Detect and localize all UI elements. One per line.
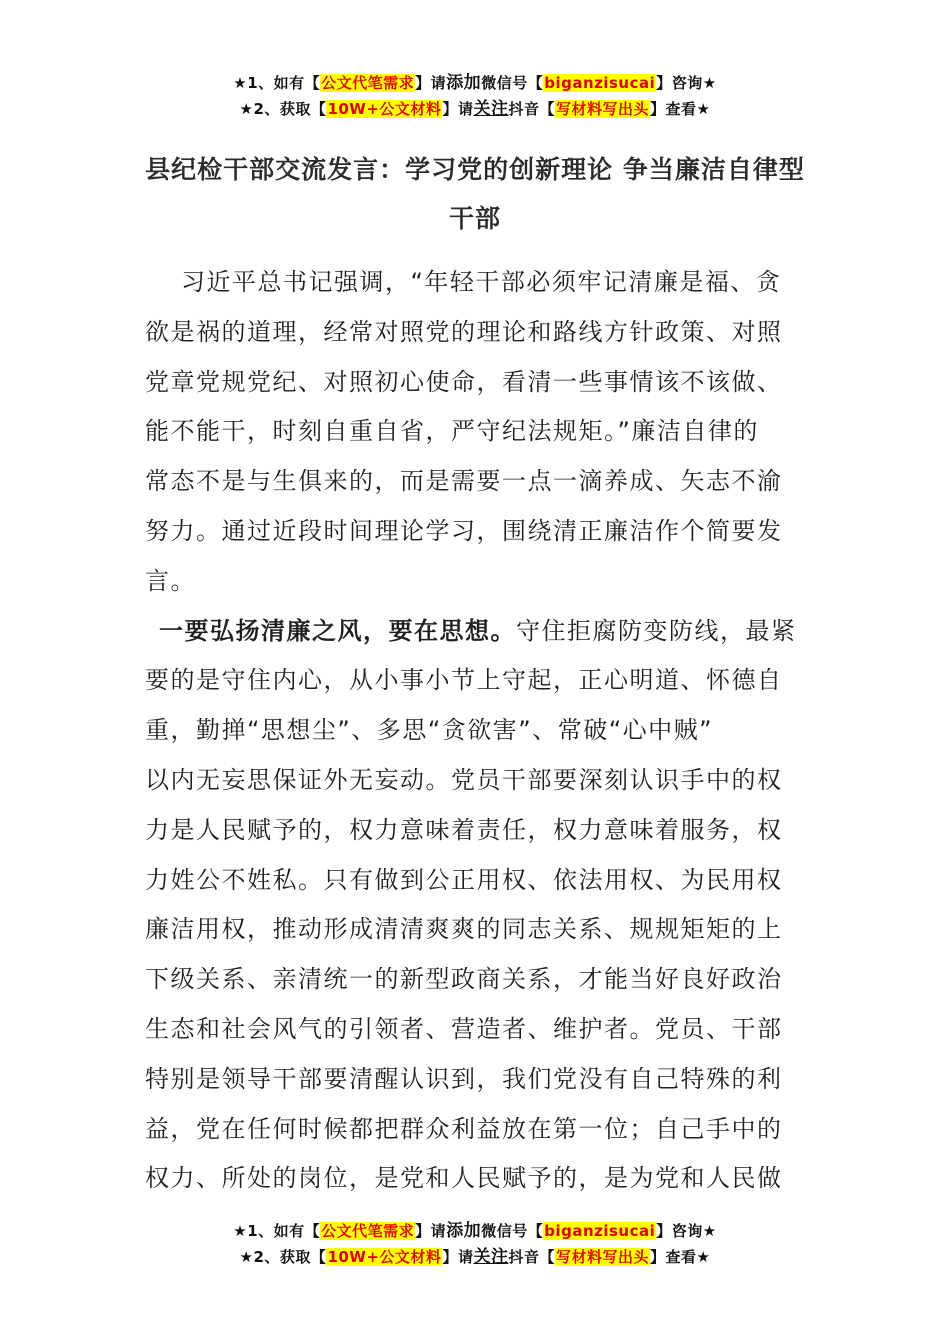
banner-text: 】咨询★ <box>656 74 717 92</box>
body-line: 以内无妄思保证外无妄动。党员干部要深刻认识手中的权 <box>145 765 783 794</box>
banner-emphasis: 添加 <box>446 73 482 93</box>
banner-text: ★2、获取【 <box>239 1248 327 1266</box>
body-line: 力姓公不姓私。只有做到公正用权、依法用权、为民用权 <box>145 865 783 894</box>
body-line: 要的是守住内心，从小事小节上守起，正心明道、怀德自 <box>145 666 783 695</box>
banner-text: 】请 <box>442 1248 474 1266</box>
banner-wechat-id: biganzisucai <box>544 74 656 92</box>
banner-text: ★1、如有【 <box>233 74 321 92</box>
banner-line-1 <box>0 70 950 96</box>
body-line: 特别是领导干部要清醒认识到，我们党没有自己特殊的利 <box>145 1064 783 1093</box>
banner-text: 微信号【 <box>481 1222 544 1240</box>
banner-text: 】查看★ <box>649 1248 711 1266</box>
body-line: 党章党规党纪、对照初心使命，看清一些事情该不该做、 <box>145 367 783 396</box>
body-line: 常态不是与生俱来的，而是需要一点一滴养成、矢志不渝 <box>145 467 783 496</box>
banner-text: 】咨询★ <box>656 1222 717 1240</box>
title-line-2: 干部 <box>448 204 501 233</box>
banner-highlight: 公文代笔需求 <box>321 74 415 92</box>
banner-emphasis: 关注 <box>473 99 509 119</box>
section-1-heading: 一要弘扬清廉之风，要在思想。 <box>159 616 516 645</box>
banner-wechat-id: biganzisucai <box>544 1222 656 1240</box>
banner-highlight: 公文代笔需求 <box>321 1222 415 1240</box>
section-1-first-line <box>145 607 810 657</box>
body-line: 下级关系、亲清统一的新型政商关系，才能当好良好政治 <box>145 965 783 994</box>
body-line: 重，勤掸“思想尘”、多思“贪欲害”、常破“心中贼” <box>145 716 714 745</box>
title-line-1: 县纪检干部交流发言：学习党的创新理论 争当廉洁自律型 <box>145 155 805 184</box>
banner-emphasis: 添加 <box>446 1221 482 1241</box>
document-title <box>110 145 840 243</box>
banner-line-2 <box>0 1244 950 1270</box>
banner-text: ★2、获取【 <box>239 100 327 118</box>
banner-text: 】查看★ <box>649 100 711 118</box>
document-body <box>145 258 810 1204</box>
body-line: 欲是祸的道理，经常对照党的理论和路线方针政策、对照 <box>145 317 783 346</box>
body-line: 能不能干，时刻自重自省，严守纪法规矩。”廉洁自律的 <box>145 417 759 446</box>
body-line: 力是人民赋予的，权力意味着责任，权力意味着服务，权 <box>145 815 783 844</box>
body-line: 习近平总书记强调，“年轻干部必须牢记清廉是福、贪 <box>181 268 782 296</box>
top-banner <box>0 70 950 122</box>
bottom-banner <box>0 1218 950 1270</box>
body-line: 廉洁用权，推动形成清清爽爽的同志关系、规规矩矩的上 <box>145 915 783 944</box>
banner-text: 】请 <box>415 1222 447 1240</box>
body-line: 言。 <box>145 566 196 595</box>
banner-text: 】请 <box>415 74 447 92</box>
banner-emphasis: 关注 <box>473 1247 509 1267</box>
banner-highlight: 10W+公文材料 <box>327 100 442 118</box>
body-line: 生态和社会风气的引领者、营造者、维护者。党员、干部 <box>145 1014 783 1043</box>
banner-douyin-id: 写材料写出头 <box>555 1248 649 1266</box>
body-line: 权力、所处的岗位，是党和人民赋予的，是为党和人民做 <box>145 1164 783 1193</box>
banner-text: ★1、如有【 <box>233 1222 321 1240</box>
banner-douyin-id: 写材料写出头 <box>555 100 649 118</box>
body-line: 益，党在任何时候都把群众利益放在第一位；自己手中的 <box>145 1114 783 1143</box>
banner-text: 抖音【 <box>508 100 555 118</box>
banner-text: 微信号【 <box>481 74 544 92</box>
banner-line-2 <box>0 96 950 122</box>
banner-line-1 <box>0 1218 950 1244</box>
body-line: 努力。通过近段时间理论学习，围绕清正廉洁作个简要发 <box>145 516 783 545</box>
banner-text: 抖音【 <box>508 1248 555 1266</box>
banner-highlight: 10W+公文材料 <box>327 1248 442 1266</box>
banner-text: 】请 <box>442 100 474 118</box>
section-1-text: 守住拒腐防变防线，最紧 <box>516 616 797 645</box>
